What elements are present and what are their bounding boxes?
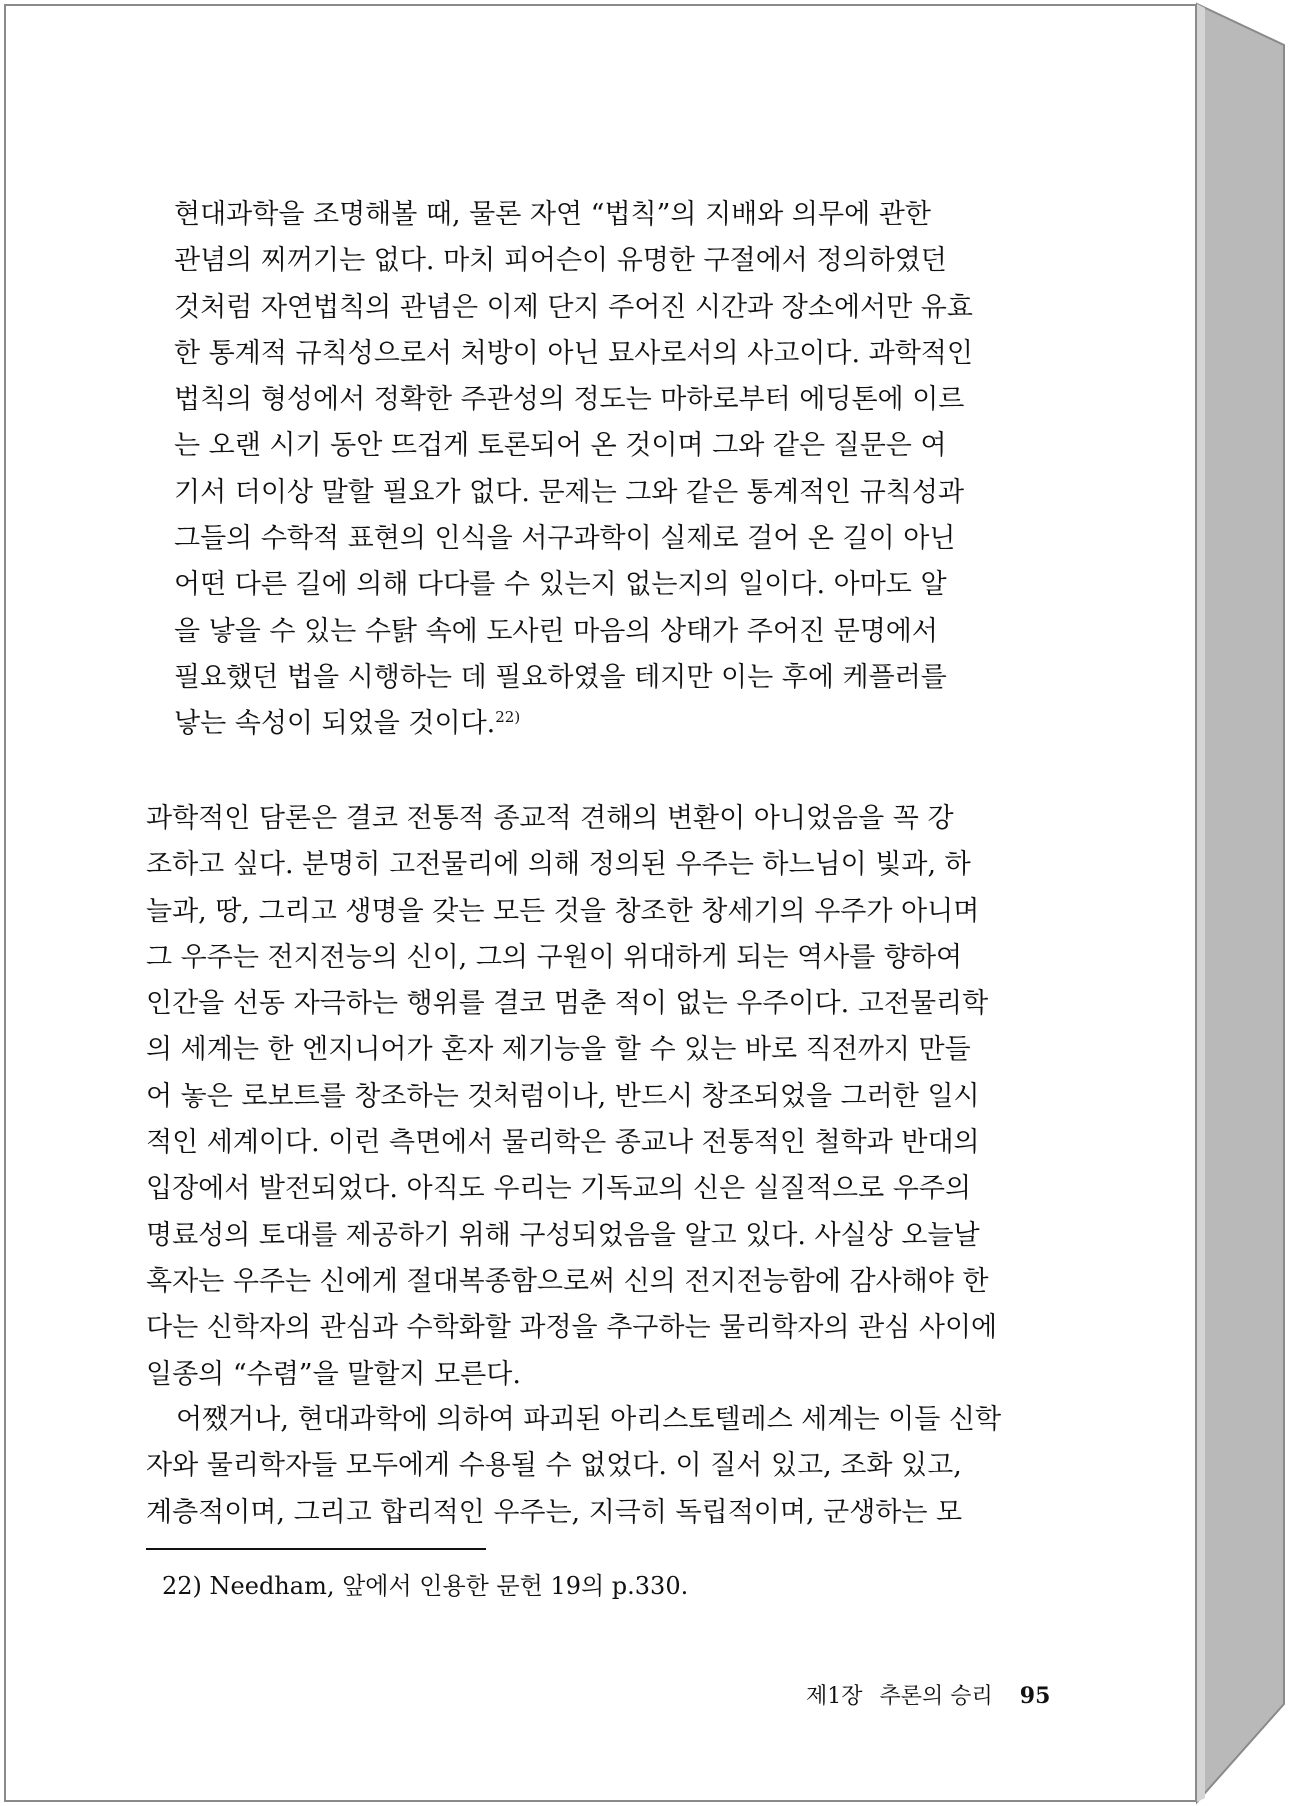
footnote: 22) Needham, 앞에서 인용한 문헌 19의 p.330. [162,1572,689,1600]
quote-line: 는 오랜 시기 동안 뜨겁게 토론되어 온 것이며 그와 같은 질문은 여 [174,430,947,462]
body-line: 혹자는 우주는 신에게 절대복종함으로써 신의 전지전능함에 감사해야 한 [146,1265,989,1297]
body-line: 다는 신학자의 관심과 수학화할 과정을 추구하는 물리학자의 관심 사이에 [146,1312,998,1344]
quote-line: 기서 더이상 말할 필요가 없다. 문제는 그와 같은 통계적인 규칙성과 [174,476,965,508]
quote-line: 어떤 다른 길에 의해 다다를 수 있는지 없는지의 일이다. 아마도 알 [174,569,947,601]
footer-title: 추론의 승리 [879,1684,993,1709]
body-line: 입장에서 발전되었다. 아직도 우리는 기독교의 신은 실질적으로 우주의 [146,1173,972,1205]
body-line: 계층적이며, 그리고 합리적인 우주는, 지극히 독립적이며, 군생하는 모 [146,1496,963,1528]
footer-chapter: 제1장 [806,1684,863,1709]
quote-line: 을 낳을 수 있는 수탉 속에 도사린 마음의 상태가 주어진 문명에서 [174,615,938,647]
body-line: 과학적인 담론은 결코 전통적 종교적 견해의 변환이 아니었음을 꼭 강 [146,803,954,834]
body-line: 인간을 선동 자극하는 행위를 결코 멈춘 적이 없는 우주이다. 고전물리학 [146,988,989,1020]
quote-line: 필요했던 법을 시행하는 데 필요하였을 테지만 이는 후에 케플러를 [174,661,947,693]
body-line: 의 세계는 한 엔지니어가 혼자 제기능을 할 수 있는 바로 직전까지 만들 [146,1034,971,1066]
quote-line: 한 통계적 규칙성으로서 처방이 아닌 묘사로서의 사고이다. 과학적인 [174,337,973,369]
body-line: 어쨌거나, 현대과학에 의하여 파괴된 아리스토텔레스 세계는 이들 신학 [176,1404,1002,1435]
body-line: 자와 물리학자들 모두에게 수용될 수 없었다. 이 질서 있고, 조화 있고, [146,1450,962,1482]
body-line: 늘과, 땅, 그리고 생명을 갖는 모든 것을 창조한 창세기의 우주가 아니며 [146,895,980,927]
quote-line: 그들의 수학적 표현의 인식을 서구과학이 실제로 걸어 온 길이 아닌 [174,523,956,555]
quote-line: 법칙의 형성에서 정확한 주관성의 정도는 마하로부터 에딩톤에 이르 [174,384,965,416]
quote-line: 현대과학을 조명해볼 때, 물론 자연 “법칙”의 지배와 의무에 관한 [174,199,931,230]
body-line: 적인 세계이다. 이런 측면에서 물리학은 종교나 전통적인 철학과 반대의 [146,1127,980,1159]
body-line: 명료성의 토대를 제공하기 위해 구성되었음을 알고 있다. 사실상 오늘날 [146,1219,980,1251]
quote-line-text: 낳는 속성이 되었을 것이다. [174,708,496,740]
body-line: 일종의 “수렴”을 말할지 모른다. [146,1358,521,1390]
page-number: 95 [1019,1683,1051,1709]
quote-line: 관념의 찌꺼기는 없다. 마치 피어슨이 유명한 구절에서 정의하였던 [174,245,947,277]
body-line: 어 놓은 로보트를 창조하는 것처럼이나, 반드시 창조되었을 그러한 일시 [146,1080,980,1112]
quote-line: 것처럼 자연법칙의 관념은 이제 단지 주어진 시간과 장소에서만 유효 [174,291,973,323]
footnote-reference[interactable]: 22) [495,708,521,727]
body-line: 조하고 싶다. 분명히 고전물리에 의해 정의된 우주는 하느님이 빛과, 하 [146,849,971,881]
body-line: 그 우주는 전지전능의 신이, 그의 구원이 위대하게 되는 역사를 향하여 [146,941,963,973]
